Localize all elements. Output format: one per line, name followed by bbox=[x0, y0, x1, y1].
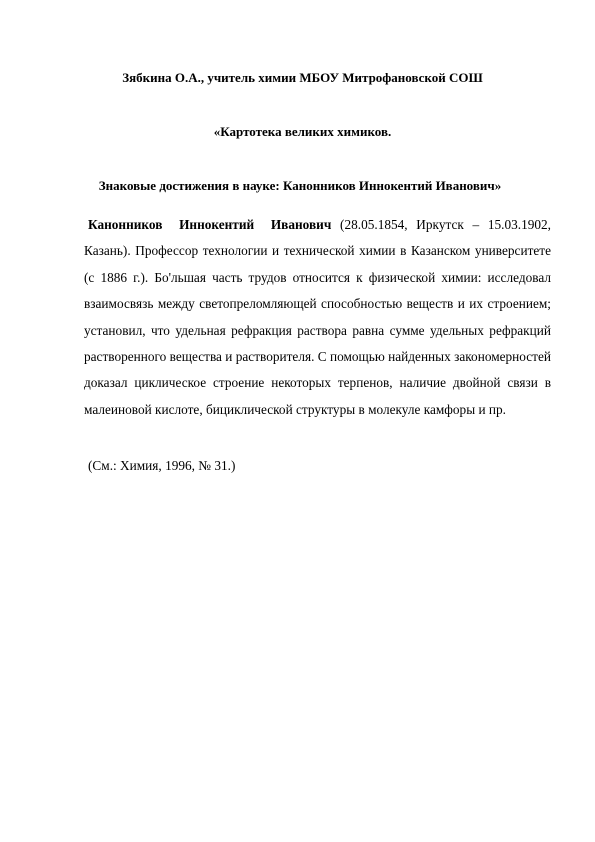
author-line: Зябкина О.А., учитель химии МБОУ Митрофановской СОШ bbox=[122, 70, 483, 85]
source-citation: (См.: Химия, 1996, № 31.) bbox=[88, 458, 236, 473]
series-title: «Картотека великих химиков. bbox=[213, 124, 392, 139]
biography-text: (28.05.1854, Иркутск – 15.03.1902, Казань). Профессор технологии и технической химии в Казанском университете (с 1886 г.). Бо'льшая часть трудов относится к физической химии: исследовал взаимосвязь между светопреломляющей способностью веществ и их строением; установил, что удельная рефракция раствора равна сумме удельных рефракций растворенного вещества и растворителя. С помощью найденных закономерностей доказал циклическое строение некоторых терпенов, наличие двойной связи в малеиновой кислоте, бициклической структуры в молекуле камфоры и пр. bbox=[84, 217, 551, 417]
scientist-name: Канонников Иннокентий Иванович bbox=[88, 217, 332, 232]
article-subtitle: Знаковые достижения в науке: Канонников Иннокентий Иванович» bbox=[98, 178, 502, 193]
biography-paragraph bbox=[84, 212, 551, 423]
